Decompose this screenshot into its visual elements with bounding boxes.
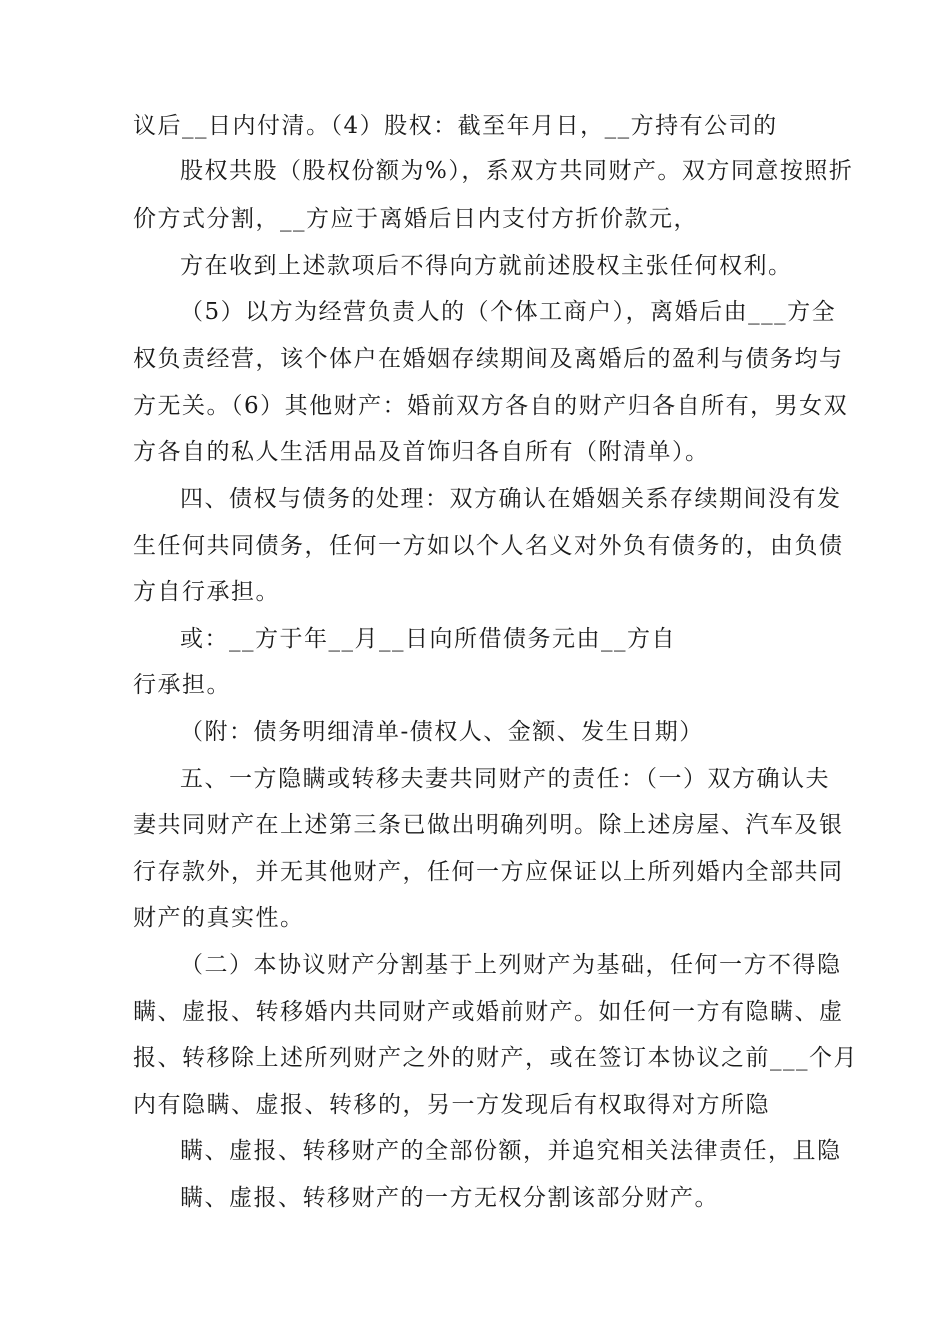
text-line-23: 瞒、虚报、转移财产的全部份额，并追究相关法律责任，且隐: [180, 1138, 842, 1164]
text-line-10: 生任何共同债务，任何一方如以个人名义对外负有债务的，由负债: [133, 533, 844, 559]
text-line-3: 价方式分割，__方应于离婚后日内支付方折价款元，: [133, 206, 698, 232]
text-line-15: 五、一方隐瞒或转移夫妻共同财产的责任：（一）双方确认夫: [180, 766, 830, 792]
text-line-2: 股权共股（股权份额为%），系双方共同财产。双方同意按照折: [180, 158, 854, 184]
text-line-6: 权负责经营，该个体户在婚姻存续期间及离婚后的盈利与债务均与: [133, 346, 844, 372]
text-line-11: 方自行承担。: [133, 579, 280, 605]
text-line-1: 议后__日内付清。（4）股权：截至年月日，__方持有公司的: [133, 113, 778, 139]
text-line-24: 瞒、虚报、转移财产的一方无权分割该部分财产。: [180, 1185, 719, 1211]
text-line-4: 方在收到上述款项后不得向方就前述股权主张任何权利。: [180, 253, 793, 279]
text-line-20: 瞒、虚报、转移婚内共同财产或婚前财产。如任何一方有隐瞒、虚: [133, 999, 844, 1025]
text-line-9: 四、债权与债务的处理：双方确认在婚姻关系存续期间没有发: [180, 486, 842, 512]
text-line-13: 行承担。: [133, 672, 231, 698]
text-line-5: （5）以方为经营负责人的（个体工商户），离婚后由___方全: [180, 299, 837, 325]
text-line-12: 或：__方于年__月__日向所借债务元由__方自: [180, 626, 676, 652]
text-line-16: 妻共同财产在上述第三条已做出明确列明。除上述房屋、汽车及银: [133, 812, 844, 838]
text-line-19: （二）本协议财产分割基于上列财产为基础，任何一方不得隐: [180, 952, 842, 978]
text-line-8: 方各自的私人生活用品及首饰归各自所有（附清单）。: [133, 439, 710, 465]
text-line-22: 内有隐瞒、虚报、转移的，另一方发现后有权取得对方所隐: [133, 1092, 770, 1118]
text-line-21: 报、转移除上述所列财产之外的财产，或在签订本协议之前___个月: [133, 1045, 858, 1071]
text-line-17: 行存款外，并无其他财产，任何一方应保证以上所列婚内全部共同: [133, 859, 844, 885]
text-line-18: 财产的真实性。: [133, 905, 305, 931]
text-line-14: （附：债务明细清单-债权人、金额、发生日期）: [180, 719, 704, 745]
text-line-7: 方无关。（6）其他财产：婚前双方各自的财产归各自所有，男女双: [133, 393, 849, 419]
